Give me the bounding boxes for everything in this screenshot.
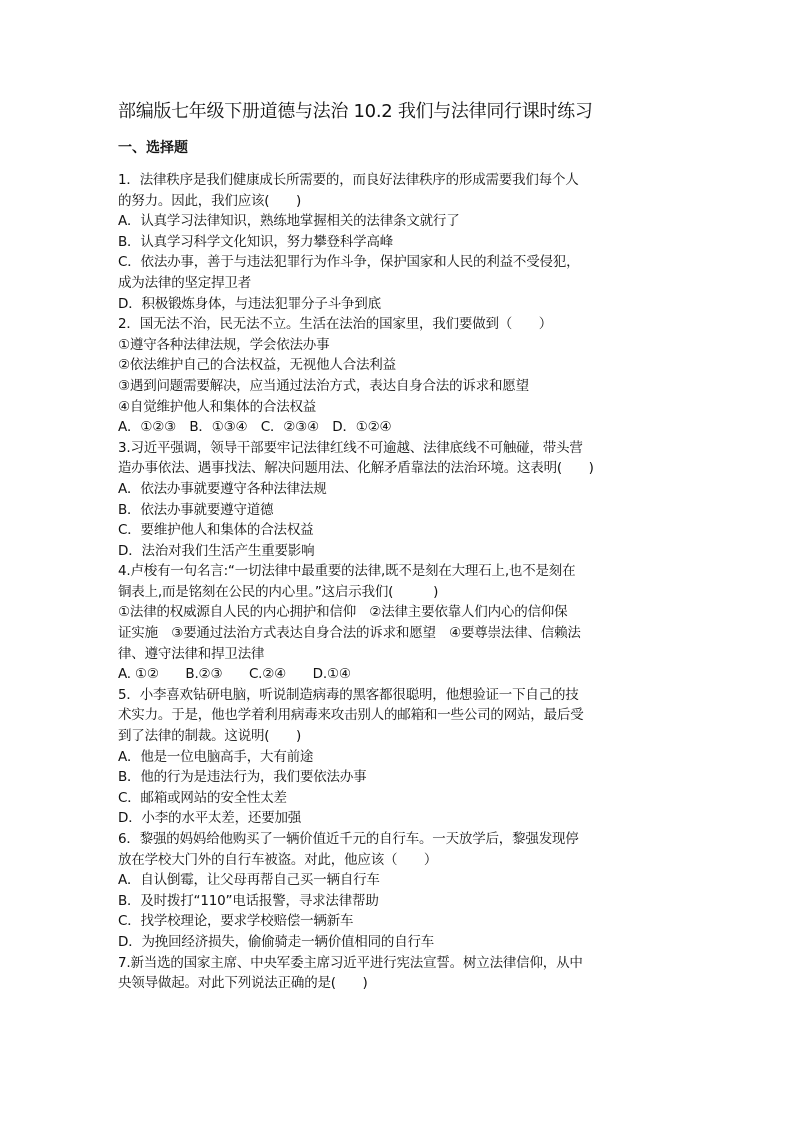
text-line: A．①②③ B．①③④ C．②③④ D．①②④ — [118, 419, 392, 436]
text-line: 铜表上,而是铭刻在公民的内心里。”这启示我们( ) — [118, 583, 439, 600]
text-line: D．积极锻炼身体，与违法犯罪分子斗争到底 — [118, 295, 381, 312]
text-line: 2．国无法不治，民无法不立。生活在法治的国家里，我们要做到（ ） — [118, 316, 552, 333]
text-line: A．他是一位电脑高手，大有前途 — [118, 748, 314, 765]
text-line: 的努力。因此，我们应该( ) — [118, 192, 302, 209]
text-line: A．认真学习法律知识，熟练地掌握相关的法律条文就行了 — [118, 213, 460, 230]
section-heading: 一、选择题 — [118, 140, 188, 156]
text-line: B．他的行为是违法行为，我们要依法办事 — [118, 769, 367, 786]
text-line: 成为法律的坚定捍卫者 — [118, 274, 251, 291]
document-title: 部编版七年级下册道德与法治 10.2 我们与法律同行课时练习 — [118, 101, 593, 122]
text-line: 央领导做起。对此下列说法正确的是( ) — [118, 975, 368, 992]
text-line: 证实施 ③要通过法治方式表达自身合法的诉求和愿望 ④要尊崇法律、信赖法 — [118, 625, 581, 642]
text-line: B．及时拨打“110”电话报警，寻求法律帮助 — [118, 892, 379, 909]
text-line: 3.习近平强调，领导干部要牢记法律红线不可逾越、法律底线不可触碰，带头营 — [118, 439, 583, 456]
text-line: 7.新当选的国家主席、中央军委主席习近平进行宪法宣誓。树立法律信仰，从中 — [118, 954, 583, 971]
text-line: 5．小李喜欢钻研电脑，听说制造病毒的黑客都很聪明，他想验证一下自己的技 — [118, 686, 579, 703]
text-line: ①遵守各种法律法规，学会依法办事 — [118, 336, 330, 353]
text-line: ②依法维护自己的合法权益，无视他人合法利益 — [118, 357, 396, 374]
text-line: C．依法办事，善于与违法犯罪行为作斗争，保护国家和人民的利益不受侵犯， — [118, 254, 580, 271]
text-line: A. ①② B.②③ C.②④ D.①④ — [118, 666, 351, 683]
text-line: A．自认倒霉，让父母再帮自己买一辆自行车 — [118, 872, 380, 889]
document-page — [118, 100, 676, 994]
text-line: C．邮箱或网站的安全性太差 — [118, 789, 287, 806]
question-body — [118, 170, 676, 994]
text-line: D．法治对我们生活产生重要影响 — [118, 542, 315, 559]
text-line: B．认真学习科学文化知识，努力攀登科学高峰 — [118, 233, 394, 250]
text-line: A．依法办事就要遵守各种法律法规 — [118, 480, 327, 497]
text-line: 造办事依法、遇事找法、解决问题用法、化解矛盾靠法的法治环境。这表明( ) — [118, 460, 594, 477]
text-line: D．小李的水平太差，还要加强 — [118, 810, 302, 827]
text-line: 律、遵守法律和捍卫法律 — [118, 645, 265, 662]
text-line: 到了法律的制裁。这说明( ) — [118, 728, 302, 745]
text-line: 放在学校大门外的自行车被盗。对此，他应该（ ） — [118, 851, 438, 868]
text-line: C．要维护他人和集体的合法权益 — [118, 522, 314, 539]
text-line: 1．法律秩序是我们健康成长所需要的，而良好法律秩序的形成需要我们每个人 — [118, 172, 579, 188]
text-line: C．找学校理论，要求学校赔偿一辆新车 — [118, 913, 354, 930]
text-line: 6．黎强的妈妈给他购买了一辆价值近千元的自行车。一天放学后，黎强发现停 — [118, 831, 579, 847]
text-line: 4.卢梭有一句名言:“一切法律中最重要的法律,既不是刻在大理石上,也不是刻在 — [118, 563, 576, 580]
text-line: ①法律的权威源自人民的内心拥护和信仰 ②法律主要依靠人们内心的信仰保 — [118, 604, 568, 621]
text-line: ③遇到问题需要解决，应当通过法治方式，表达自身合法的诉求和愿望 — [118, 377, 529, 394]
text-line: B．依法办事就要遵守道德 — [118, 501, 274, 518]
text-line: 术实力。于是，他也学着利用病毒来攻击别人的邮箱和一些公司的网站，最后受 — [118, 707, 584, 724]
text-line: D．为挽回经济损失，偷偷骑走一辆价值相同的自行车 — [118, 933, 435, 950]
text-line: ④自觉维护他人和集体的合法权益 — [118, 398, 317, 415]
